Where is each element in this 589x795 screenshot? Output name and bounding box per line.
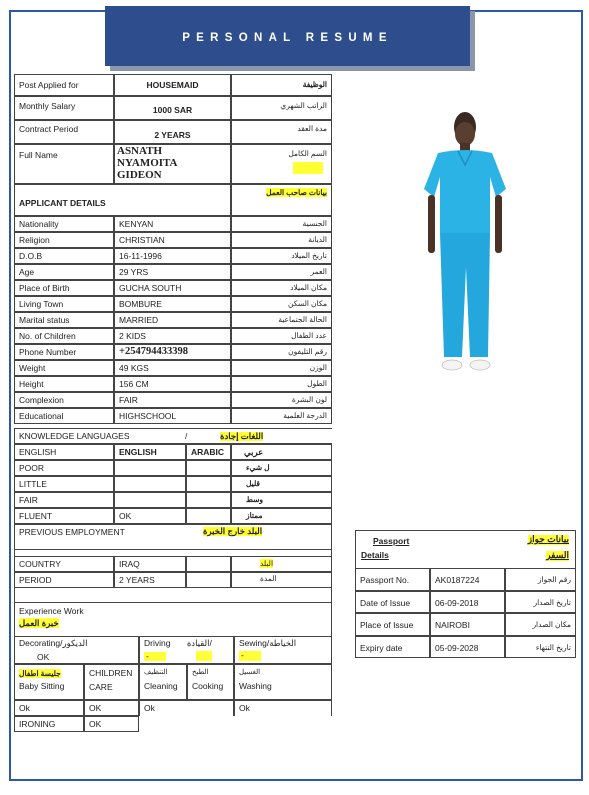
passport-label: Expiry date [355,636,430,659]
applicant-photo [410,107,520,382]
driving-value: - [144,652,166,661]
passport-table [355,530,576,658]
lang-col4: عربي [231,444,332,460]
passport-label: Passport No. [355,568,430,591]
salary-value: 1000 SAR [114,96,231,120]
page-title: PERSONAL RESUME [182,32,393,44]
lang-arabic [186,492,231,508]
applicant-ar: بيانات صاحب العمل [266,188,327,197]
detail-label: Marital status [14,312,114,328]
baby-value: Ok [14,700,84,716]
sewing-cell [234,636,332,664]
name-value [114,144,231,184]
name-line1: ASNATH [117,145,163,157]
spacer [14,588,332,602]
right-shoe [470,360,490,370]
passport-head-ar2: السفر [546,550,569,560]
decorating-label: Decorating/الديكور [19,638,88,648]
lang-arabic [186,508,231,524]
experience-header-ar: خبرة العمل [19,618,59,629]
detail-label: Place of Birth [14,280,114,296]
lang-arabic [186,476,231,492]
uniform-pants [440,233,490,357]
cleaning-value: Ok [139,700,234,716]
applicant-ar-cell [231,184,332,216]
lang-level: FAIR [14,492,114,508]
experience-header-cell [14,602,332,636]
detail-value: 29 YRS [114,264,231,280]
driving-ar: القيادة/ [186,638,212,648]
children-line1: CHILDREN [89,668,133,678]
detail-ar: الجنسية [231,216,332,232]
detail-label: Age [14,264,114,280]
post-value: HOUSEMAID [114,74,231,96]
detail-ar: الديانة [231,232,332,248]
left-arm [428,195,435,253]
name-line3: GIDEON [117,169,162,181]
uniform-top [424,150,506,235]
passport-head1: Passport [373,536,410,546]
driving-cell [139,636,234,664]
languages-header: KNOWLEDGE LANGUAGES [19,431,130,441]
lang-english [114,492,186,508]
ironing-label: IRONING [14,716,84,732]
neck [460,143,470,151]
contract-label: Contract Period [14,120,114,144]
period-ar: المدة [231,572,332,588]
passport-value: 06-09-2018 [430,591,505,614]
driving-label: Driving [144,638,171,648]
detail-value: 16-11-1996 [114,248,231,264]
highlight-mark [196,651,212,661]
passport-value: AK0187224 [430,568,505,591]
detail-value: FAIR [114,392,231,408]
passport-ar: مكان الصدار [505,613,576,636]
passport-ar: تاريخ الصدار [505,591,576,614]
ironing-value: OK [84,716,139,732]
detail-value: +254794433398 [114,344,231,360]
period-value: 2 YEARS [114,572,186,588]
name-ar-cell [231,144,332,184]
salary-ar: الراتب الشهري [231,96,332,120]
washing-ar: الغسيل [239,669,261,676]
applicant-label: APPLICANT DETAILS [14,184,231,216]
cleaning-label: Cleaning [144,680,178,691]
detail-value: 49 KGS [114,360,231,376]
country-ar: البلد [260,559,274,568]
lang-english [114,460,186,476]
detail-value: HIGHSCHOOL [114,408,231,424]
lang-level-ar: وسط [231,492,332,508]
lang-level: LITTLE [14,476,114,492]
lang-level: POOR [14,460,114,476]
detail-ar: الحالة الجتماعية [231,312,332,328]
passport-value: 05-09-2028 [430,636,505,659]
passport-label: Date of Issue [355,591,430,614]
lang-arabic [186,460,231,476]
detail-ar: الوزن [231,360,332,376]
post-ar: الوظيفة [231,74,332,96]
decorating-value: OK [37,652,50,663]
detail-label: Complexion [14,392,114,408]
washing-cell [234,664,332,700]
detail-ar: رقم التليفون [231,344,332,360]
lang-level: FLUENT [14,508,114,524]
experience-header: Experience Work [19,606,84,616]
cleaning-ar: التنظيف [144,669,168,676]
name-label: Full Name [14,144,114,184]
detail-ar: مكان السكن [231,296,332,312]
passport-head-ar1: بيانات جواز [527,534,569,544]
detail-ar: عدد الطفال [231,328,332,344]
passport-ar: رقم الجواز [505,568,576,591]
detail-value: CHRISTIAN [114,232,231,248]
lang-col2: ENGLISH [114,444,186,460]
cleaning-cell [139,664,187,700]
passport-label: Place of Issue [355,613,430,636]
detail-ar: لون البشرة [231,392,332,408]
languages-header-ar: اللغات إجادة [220,431,264,441]
detail-label: Nationality [14,216,114,232]
detail-value: MARRIED [114,312,231,328]
face [455,122,475,146]
contract-ar: مدة العقد [231,120,332,144]
cooking-label: Cooking [192,680,224,691]
cooking-cell [187,664,234,700]
employment-header: PREVIOUS EMPLOYMENT [19,527,125,537]
passport-ar: تاريخ النتهاء [505,636,576,659]
period-blank [186,572,231,588]
lang-col3: ARABIC [186,444,231,460]
children-value: OK [84,700,139,716]
detail-ar: الدرجة العلمية [231,408,332,424]
lang-english: OK [114,508,186,524]
detail-ar: مكان الميلاد [231,280,332,296]
languages-slash: / [185,431,188,441]
children-cell [84,664,139,700]
languages-header-cell [14,428,332,444]
country-label: COUNTRY [14,556,114,572]
contract-value: 2 YEARS [114,120,231,144]
detail-label: D.O.B [14,248,114,264]
baby-ar: جليسة اطفال [19,669,61,678]
detail-value: KENYAN [114,216,231,232]
right-arm [495,195,502,253]
detail-label: Educational [14,408,114,424]
country-value: IRAQ [114,556,186,572]
detail-ar: الطول [231,376,332,392]
cooking-ar: الطبخ [192,669,209,676]
lang-level-ar: ل شيء [231,460,332,476]
lang-english [114,476,186,492]
detail-label: Height [14,376,114,392]
decorating-cell [14,636,139,664]
detail-label: Weight [14,360,114,376]
lang-level-ar: قليل [231,476,332,492]
lang-col1: ENGLISH [14,444,114,460]
lang-level-ar: ممتاز [231,508,332,524]
employment-header-ar: البلد خارج الخبرة [203,526,263,536]
detail-ar: تاريخ الميلاد [231,248,332,264]
detail-ar: العمر [231,264,332,280]
baby-label: Baby Sitting [19,681,65,692]
washing-label: Washing [239,680,272,691]
period-label: PERIOD [14,572,114,588]
salary-label: Monthly Salary [14,96,114,120]
left-shoe [442,360,462,370]
detail-label: No. of Children [14,328,114,344]
highlight-mark [293,162,323,174]
country-blank [186,556,231,572]
employment-header-cell [14,524,332,550]
detail-label: Religion [14,232,114,248]
detail-value: 156 CM [114,376,231,392]
name-ar: السم الكامل [288,149,327,158]
title-banner [105,6,470,66]
detail-label: Phone Number [14,344,114,360]
detail-label: Living Town [14,296,114,312]
passport-header-cell [355,530,576,568]
resume-table [14,74,332,734]
passport-value: NAIROBI [430,613,505,636]
detail-value: BOMBURE [114,296,231,312]
name-line2: NYAMOITA [117,157,178,169]
sewing-label: Sewing/الخياطة [239,638,297,648]
detail-value: GUCHA SOUTH [114,280,231,296]
sewing-value: - [239,651,261,660]
children-line2: CARE [89,682,113,693]
passport-head2: Details [361,550,389,560]
country-ar-cell [231,556,332,572]
post-label: Post Applied for [14,74,114,96]
detail-value: 2 KIDS [114,328,231,344]
baby-cell [14,664,84,700]
washing-value: Ok [234,700,332,716]
